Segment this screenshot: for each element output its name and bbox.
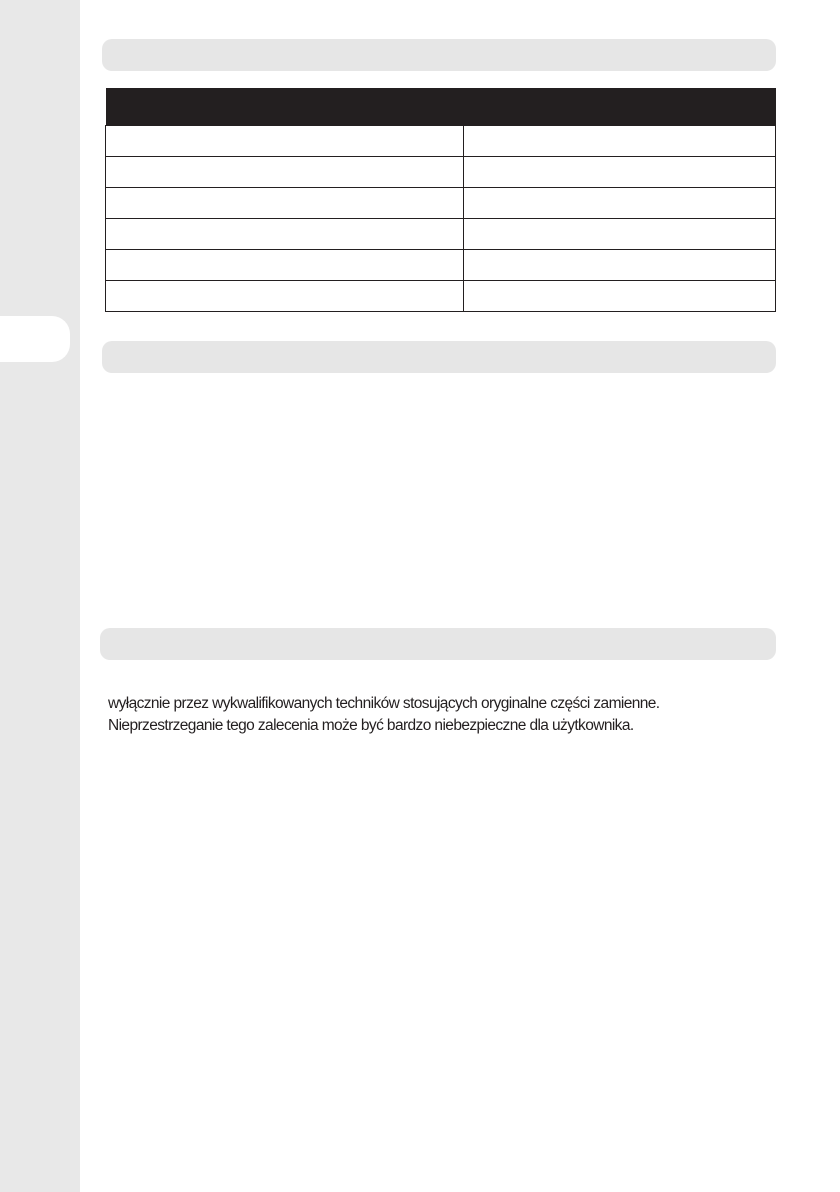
- service-notice-line-1: wyłącznie przez wykwalifikowanych techników stosujących oryginalne części zamienne.: [108, 695, 660, 712]
- table-cell: [464, 250, 776, 281]
- table-header-row: [106, 88, 776, 126]
- table-header-cell: [106, 88, 464, 126]
- service-notice-paragraph: [108, 693, 776, 737]
- side-index-tab: [0, 316, 70, 362]
- table-cell: [464, 219, 776, 250]
- section-header-bar-2: [102, 341, 776, 373]
- table-cell: [106, 188, 464, 219]
- section-header-bar-3: [100, 628, 776, 660]
- table-row: [106, 126, 776, 157]
- table-cell: [464, 281, 776, 312]
- table-row: [106, 250, 776, 281]
- table-cell: [464, 126, 776, 157]
- table-cell: [106, 126, 464, 157]
- side-margin: [0, 0, 80, 1192]
- table-cell: [106, 219, 464, 250]
- spec-table: [105, 88, 776, 312]
- table-row: [106, 188, 776, 219]
- table-cell: [106, 281, 464, 312]
- table-cell: [464, 188, 776, 219]
- table-row: [106, 219, 776, 250]
- table-header-cell: [464, 88, 776, 126]
- table-row: [106, 157, 776, 188]
- service-notice-line-2: Nieprzestrzeganie tego zalecenia może być bardzo niebezpieczne dla użytkownika.: [108, 717, 634, 734]
- table-cell: [106, 250, 464, 281]
- table-cell: [106, 157, 464, 188]
- table-row: [106, 281, 776, 312]
- table-cell: [464, 157, 776, 188]
- section-header-bar-1: [102, 39, 776, 71]
